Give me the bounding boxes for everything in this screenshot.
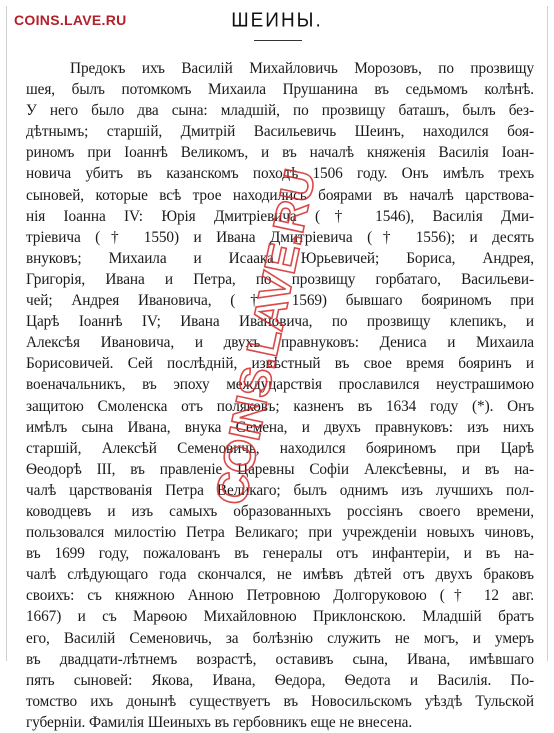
- text-line: томство ихъ донынѣ существуетъ въ Новосильскомъ уѣздѣ Тульской: [26, 692, 534, 710]
- title-underline: [254, 40, 302, 41]
- text-line: Ѳеодорѣ III, въ правленіе Царевны Софіи Алексѣевны, и въ на-: [26, 460, 534, 478]
- text-line: пять сыновей: Якова, Ивана, Ѳедора, Ѳедота и Василія. По-: [26, 671, 534, 689]
- text-line: въ 1699 году, пожалованъ въ генералы отъ инфантеріи, и въ на-: [26, 545, 534, 563]
- page-title: ШЕИНЫ.: [231, 9, 323, 32]
- text-line: его, Василій Семеновичь, за болѣзнію служить не могъ, и умеръ: [26, 629, 534, 647]
- text-line: внуковъ; Михаила и Исаака Юрьевичей; Бориса, Андрея,: [26, 249, 534, 267]
- text-line: чалѣ царствованія Петра Великаго; былъ однимъ изъ лучшихъ пол-: [26, 481, 534, 499]
- text-line: 1667) и съ Марѳою Михайловною Приклонскою. Младшій братъ: [26, 608, 534, 626]
- article-body: [26, 58, 534, 733]
- text-line: пользовался милостію Петра Великаго; при учрежденіи новыхъ чиновъ,: [26, 524, 534, 542]
- text-line: дѣтнымъ; старшій, Дмитрій Васильевичь Шеинъ, находился боя-: [26, 123, 534, 141]
- text-line: военачальникъ, въ эпоху междуцарствія прославился неустрашимою: [26, 376, 534, 394]
- text-line: сыновей, которые всѣ трое находились боярами въ началѣ царствова-: [26, 186, 534, 204]
- text-line: имѣлъ сына Ивана, внука Семена, и двухъ правнуковъ: изъ нихъ: [26, 418, 534, 436]
- text-line: Григорія, Ивана и Петра, по прозвищу горбатаго, Васильеви-: [26, 270, 534, 288]
- text-line: тріевича († 1550) и Ивана Дмитріевича († 1556); и десять: [26, 228, 534, 246]
- text-line: Алексѣя Ивановича, и двухъ правнуковъ: Дениса и Михаила: [26, 334, 534, 352]
- text-line: риномъ при Іоаннѣ Великомъ, и въ началѣ княженія Василія Іоан-: [26, 144, 534, 162]
- site-watermark-label: COINS.LAVE.RU: [14, 12, 127, 28]
- text-line: въ двадцати-лѣтнемъ возрастѣ, оставивъ сына, Ивана, имѣвшаго: [26, 650, 534, 668]
- text-line: чалѣ слѣдующаго года скончался, не имѣвъ дѣтей отъ двухъ браковъ: [26, 566, 534, 584]
- text-line: У него было два сына: младшій, по прозвищу баташъ, былъ без-: [26, 102, 534, 120]
- text-line: ководцевъ и изъ самыхъ образованныхъ россіянъ своего времени,: [26, 502, 534, 520]
- text-line: Предокъ ихъ Василій Михайловичь Морозовъ, по прозвищу: [70, 60, 534, 77]
- text-line: чей; Андрея Ивановича, († 1569) бывшаго бояриномъ при: [26, 292, 534, 310]
- text-line: губерніи. Фамилія Шеиныхъ въ гербовникъ еще не внесена.: [26, 713, 413, 731]
- text-line: Борисовичей. Сей послѣдній, извѣстный въ свое время бояринъ и: [26, 355, 534, 373]
- text-line: своихъ: съ княжною Анною Петровною Долгоруковою († 12 авг.: [26, 587, 534, 605]
- text-line: шея, былъ потомкомъ Михаила Прушанина въ седьмомъ колѣнѣ.: [26, 81, 534, 99]
- text-line: старшій, Алексѣй Семеновичь, находился бояриномъ при Царѣ: [26, 439, 534, 457]
- text-line: защитою Смоленска отъ поляковъ; казненъ въ 1634 году (*). Онъ: [26, 397, 534, 415]
- text-line: Царѣ Іоаннѣ IV; Ивана Ивановича, по прозвищу клепикъ, и: [26, 313, 534, 331]
- text-line: нія Іоанна IV: Юрія Дмитріевича († 1546), Василія Дми-: [26, 207, 534, 225]
- text-line: новича убитъ въ казанскомъ походѣ 1506 году. Онъ имѣлъ трехъ: [26, 165, 534, 183]
- watermark-text: COINS.LAVE.RU: [206, 164, 326, 510]
